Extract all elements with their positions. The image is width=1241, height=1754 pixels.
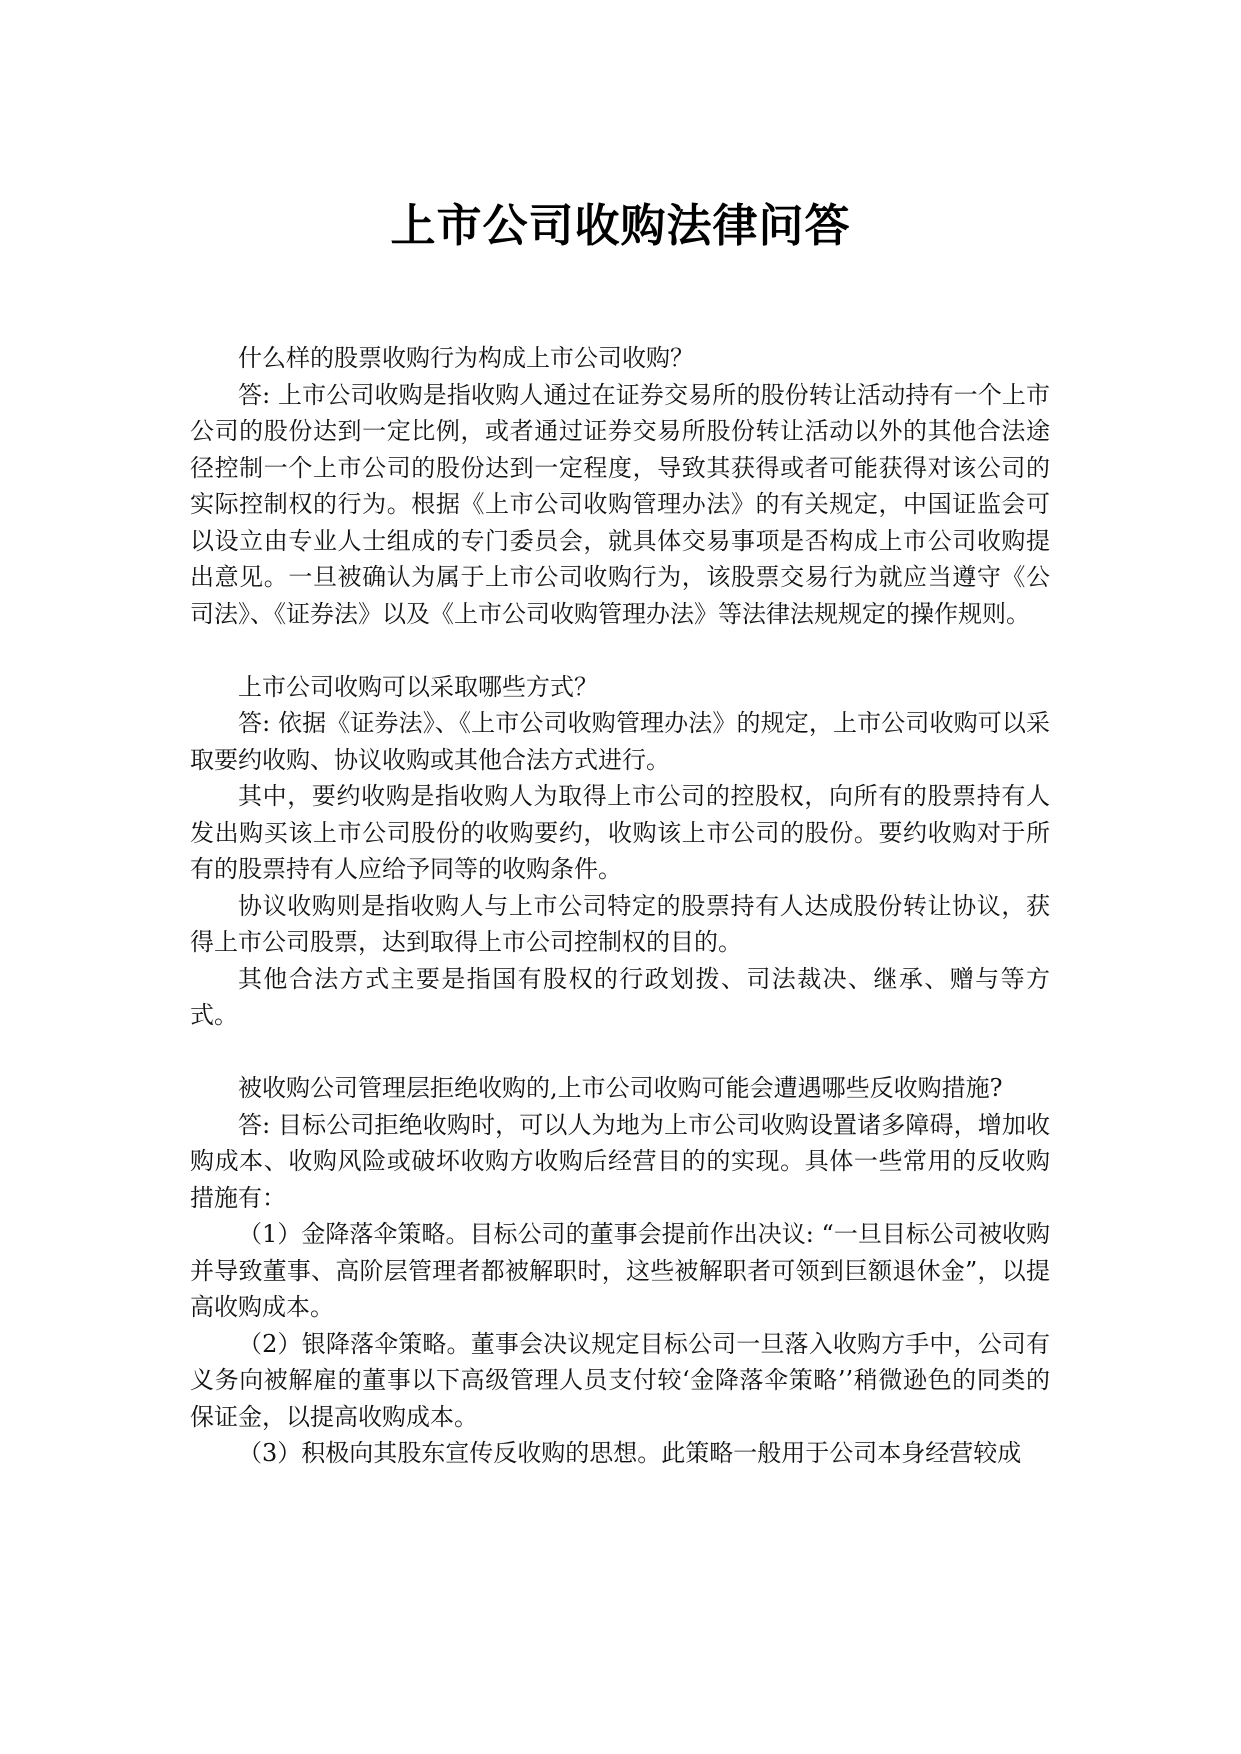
answer-1-paragraph-1: 答: 上市公司收购是指收购人通过在证券交易所的股份转让活动持有一个上市公司的股份达到一定比例，或者通过证券交易所股份转让活动以外的其他合法途径控制一个上市公司的股份达到一定程度，导致其获得或者可能获得对该公司的实际控制权的行为。根据《上市公司收购管理办法》的有关规定，中国证监会可以设立由专业人士组成的专门委员会，就具体交易事项是否构成上市公司收购提出意见。一旦被确认为属于上市公司收购行为，该股票交易行为就应当遵守《公司法》、《证券法》以及《上市公司收购管理办法》等法律法规规定的操作规则。 <box>190 380 1050 628</box>
answer-2-paragraph-2: 其中，要约收购是指收购人为取得上市公司的控股权，向所有的股票持有人发出购买该上市公司股份的收购要约，收购该上市公司的股份。要约收购对于所有的股票持有人应给予同等的收购条件。 <box>190 782 1050 883</box>
question-2: 上市公司收购可以采取哪些方式？ <box>238 672 598 701</box>
section-gap <box>190 632 1050 669</box>
answer-2-paragraph-3: 协议收购则是指收购人与上市公司特定的股票持有人达成股份转让协议，获得上市公司股票，达到取得上市公司控制权的目的。 <box>190 891 1050 956</box>
question-1: 什么样的股票收购行为构成上市公司收购？ <box>238 344 694 372</box>
answer-2-paragraph-1: 答: 依据《证券法》、《上市公司收购管理办法》的规定，上市公司收购可以采取要约收购、协议收购或其他合法方式进行。 <box>190 709 1050 774</box>
answer-3-paragraph-2: （1）金降落伞策略。目标公司的董事会提前作出决议: “一旦目标公司被收购并导致董事、高阶层管理者都被解职时，这些被解职者可领到巨额退休金”，以提高收购成本。 <box>190 1220 1050 1321</box>
answer-3-paragraph-3: （2）银降落伞策略。董事会决议规定目标公司一旦落入收购方手中，公司有义务向被解雇的董事以下高级管理人员支付较‘金降落伞策略’’稍微逊色的同类的保证金，以提高收购成本。 <box>190 1329 1050 1431</box>
answer-3-paragraph-1: 答: 目标公司拒绝收购时，可以人为地为上市公司收购设置诸多障碍，增加收购成本、收购风险或破坏收购方收购后经营目的的实现。具体一些常用的反收购措施有： <box>190 1110 1050 1212</box>
page-title: 上市公司收购法律问答 <box>390 199 851 252</box>
document-body <box>190 340 1050 1472</box>
answer-3-paragraph-4: （3）积极向其股东宣传反收购的思想。此策略一般用于公司本身经营较成 <box>238 1439 1022 1467</box>
section-gap <box>190 1034 1050 1071</box>
answer-2-paragraph-4: 其他合法方式主要是指国有股权的行政划拨、司法裁决、继承、赠与等方式。 <box>190 964 1050 1029</box>
question-3: 被收购公司管理层拒绝收购的,上市公司收购可能会遭遇哪些反收购措施? <box>238 1074 1003 1102</box>
